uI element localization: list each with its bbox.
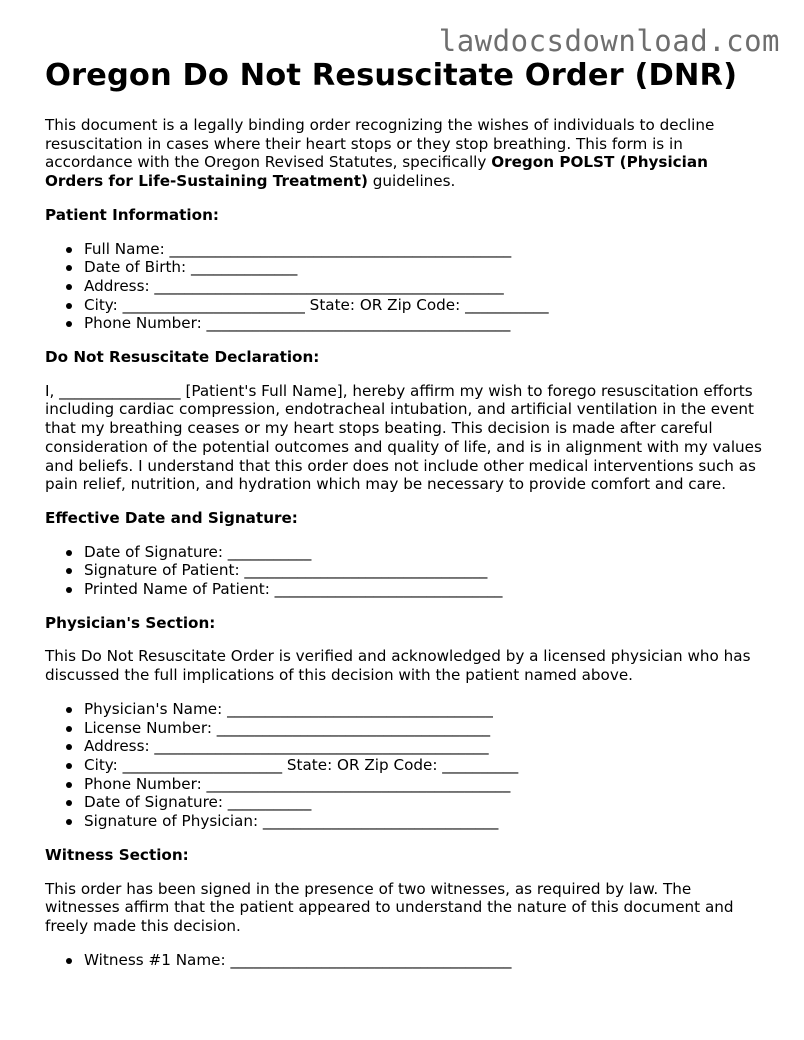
- list-item: Physician's Name: ___________________________________: [84, 700, 765, 719]
- list-item: Date of Birth: ______________: [84, 258, 765, 277]
- list-item: Signature of Patient: ________________________________: [84, 561, 765, 580]
- list-item: City: _____________________ State: OR Zip Code: __________: [84, 756, 765, 775]
- intro-text: This document is a legally binding order recognizing the wishes of individuals to decline resuscitation in cases where their heart stops or they stop breathing. This form is in accordance with the Oregon Revised Statutes, specifically: [45, 116, 715, 172]
- patient-info-list: [45, 240, 765, 334]
- witness-heading: Witness Section:: [45, 845, 189, 864]
- list-item: Phone Number: ________________________________________: [84, 775, 765, 794]
- physician-heading: Physician's Section:: [45, 613, 216, 632]
- witness-list: [45, 951, 765, 970]
- declaration-heading: Do Not Resuscitate Declaration:: [45, 348, 320, 367]
- declaration-paragraph: I, ________________ [Patient's Full Name], hereby affirm my wish to forego resuscitation efforts including cardiac compression, endotracheal intubation, and artificial ventilation in the event that my breathing ceases or my heart stops beating. This decision is made after careful consideration of the potential outcomes and quality of life, and is in alignment with my values and beliefs. I understand that this order does not include other medical interventions such as pain relief, nutrition, and hydration which may be necessary to provide comfort and care.: [45, 381, 762, 494]
- physician-paragraph: This Do Not Resuscitate Order is verified and acknowledged by a licensed physician who has discussed the full implications of this decision with the patient named above.: [45, 647, 751, 685]
- watermark: lawdocsdownload.com: [438, 24, 780, 58]
- patient-info-heading: Patient Information:: [45, 205, 219, 224]
- document-title: Oregon Do Not Resuscitate Order (DNR): [45, 58, 738, 93]
- list-item: Signature of Physician: _______________________________: [84, 812, 765, 831]
- intro-bold-reference: Oregon POLST (Physician Orders for Life-Sustaining Treatment): [45, 153, 708, 191]
- list-item: Date of Signature: ___________: [84, 793, 765, 812]
- list-item: Witness #1 Name: _____________________________________: [84, 951, 765, 970]
- list-item: Address: ____________________________________________: [84, 737, 765, 756]
- list-item: Address: ______________________________________________: [84, 277, 765, 296]
- list-item: License Number: ____________________________________: [84, 719, 765, 738]
- effective-heading: Effective Date and Signature:: [45, 508, 298, 527]
- list-item: Date of Signature: ___________: [84, 543, 765, 562]
- list-item: Phone Number: ________________________________________: [84, 314, 765, 333]
- intro-text-end: guidelines.: [367, 172, 456, 191]
- list-item: Printed Name of Patient: ______________________________: [84, 580, 765, 599]
- witness-paragraph: This order has been signed in the presence of two witnesses, as required by law. The witnesses affirm that the patient appeared to understand the nature of this document and freely made this decision.: [45, 879, 734, 935]
- effective-list: [45, 543, 765, 599]
- list-item: Full Name: _____________________________________________: [84, 240, 765, 259]
- list-item: City: ________________________ State: OR Zip Code: ___________: [84, 296, 765, 315]
- document-page: [45, 58, 765, 969]
- physician-list: [45, 700, 765, 831]
- intro-paragraph: [45, 116, 765, 191]
